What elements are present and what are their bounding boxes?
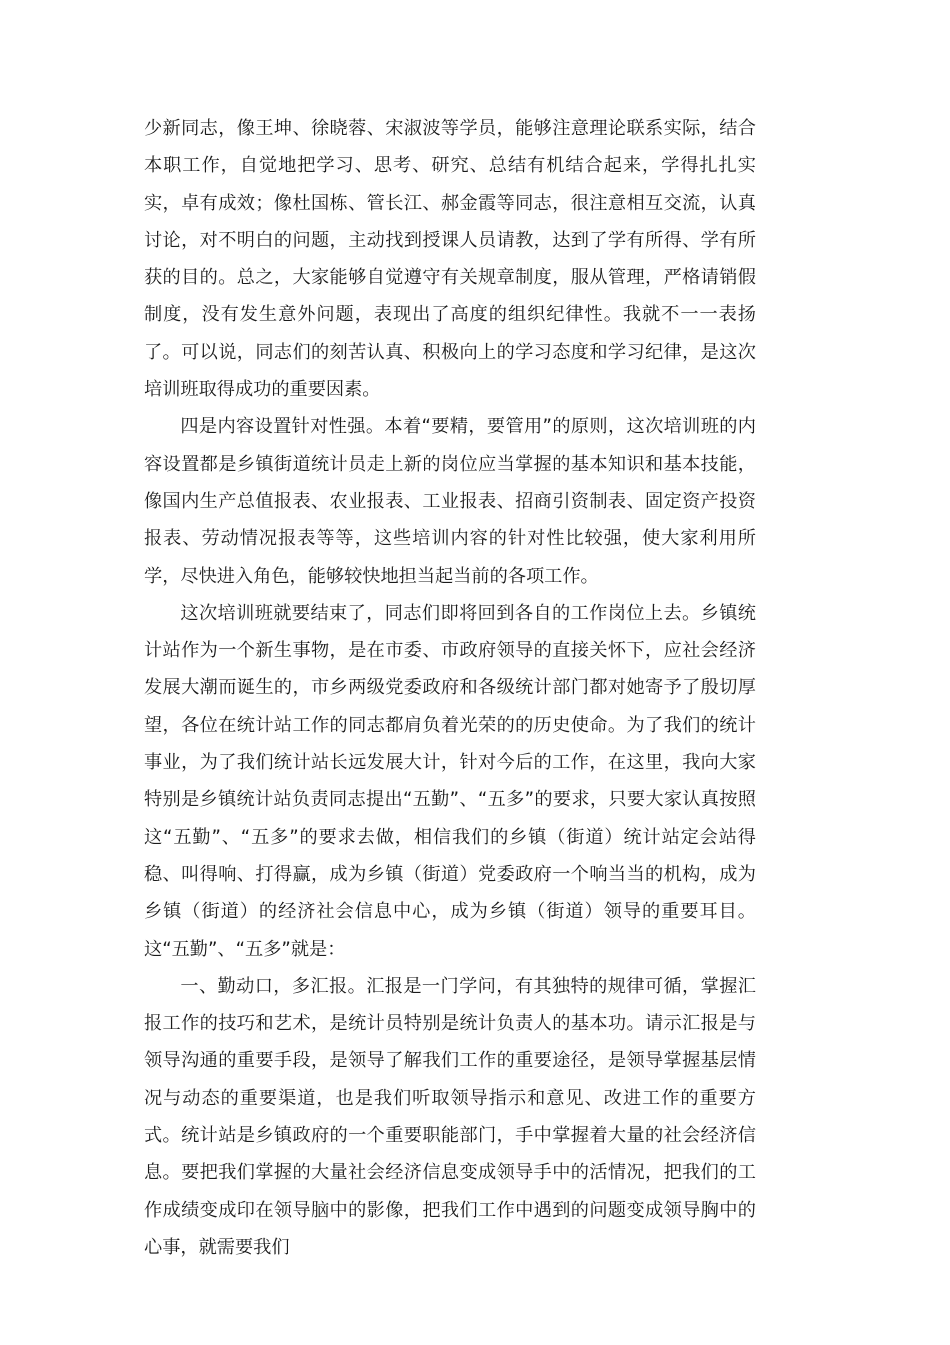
- paragraph-4: 一、勤动口，多汇报。汇报是一门学问，有其独特的规律可循，掌握汇报工作的技巧和艺术，是统计员特别是统计负责人的基本功。请示汇报是与领导沟通的重要手段，是领导了解我们工作的重要途径，是领导掌握基层情况与动态的重要渠道，也是我们听取领导指示和意见、改进工作的重要方式。统计站是乡镇政府的一个重要职能部门，手中掌握着大量的社会经济信息。要把我们掌握的大量社会经济信息变成领导手中的活情况，把我们的工作成绩变成印在领导脑中的影像，把我们工作中遇到的问题变成领导胸中的心事，就需要我们: [144, 975, 756, 1258]
- paragraph-3: 这次培训班就要结束了，同志们即将回到各自的工作岗位上去。乡镇统计站作为一个新生事物，是在市委、市政府领导的直接关怀下，应社会经济发展大潮而诞生的，市乡两级党委政府和各级统计部门都对她寄予了殷切厚望，各位在统计站工作的同志都肩负着光荣的的历史使命。为了我们的统计事业，为了我们统计站长远发展大计，针对今后的工作，在这里，我向大家特别是乡镇统计站负责同志提出“五勤”、“五多”的要求，只要大家认真按照这“五勤”、“五多”的要求去做，相信我们的乡镇（街道）统计站定会站得稳、叫得响、打得赢，成为乡镇（街道）党委政府一个响当当的机构，成为乡镇（街道）的经济社会信息中心，成为乡镇（街道）领导的重要耳目。这“五勤”、“五多”就是：: [144, 602, 756, 960]
- paragraph-1: 少新同志，像王坤、徐晓蓉、宋淑波等学员，能够注意理论联系实际，结合本职工作，自觉地把学习、思考、研究、总结有机结合起来，学得扎扎实实，卓有成效；像杜国栋、管长江、郝金霞等同志，很注意相互交流，认真讨论，对不明白的问题，主动找到授课人员请教，达到了学有所得、学有所获的目的。总之，大家能够自觉遵守有关规章制度，服从管理，严格请销假制度，没有发生意外问题，表现出了高度的组织纪律性。我就不一一表扬了。可以说，同志们的刻苦认真、积极向上的学习态度和学习纪律，是这次培训班取得成功的重要因素。: [144, 118, 756, 401]
- paragraph-2: 四是内容设置针对性强。本着“要精，要管用”的原则，这次培训班的内容设置都是乡镇街道统计员走上新的岗位应当掌握的基本知识和基本技能，像国内生产总值报表、农业报表、工业报表、招商引资制表、固定资产投资报表、劳动情况报表等等，这些培训内容的针对性比较强，使大家利用所学，尽快进入角色，能够较快地担当起当前的各项工作。: [144, 416, 756, 587]
- document-body: [144, 110, 756, 1266]
